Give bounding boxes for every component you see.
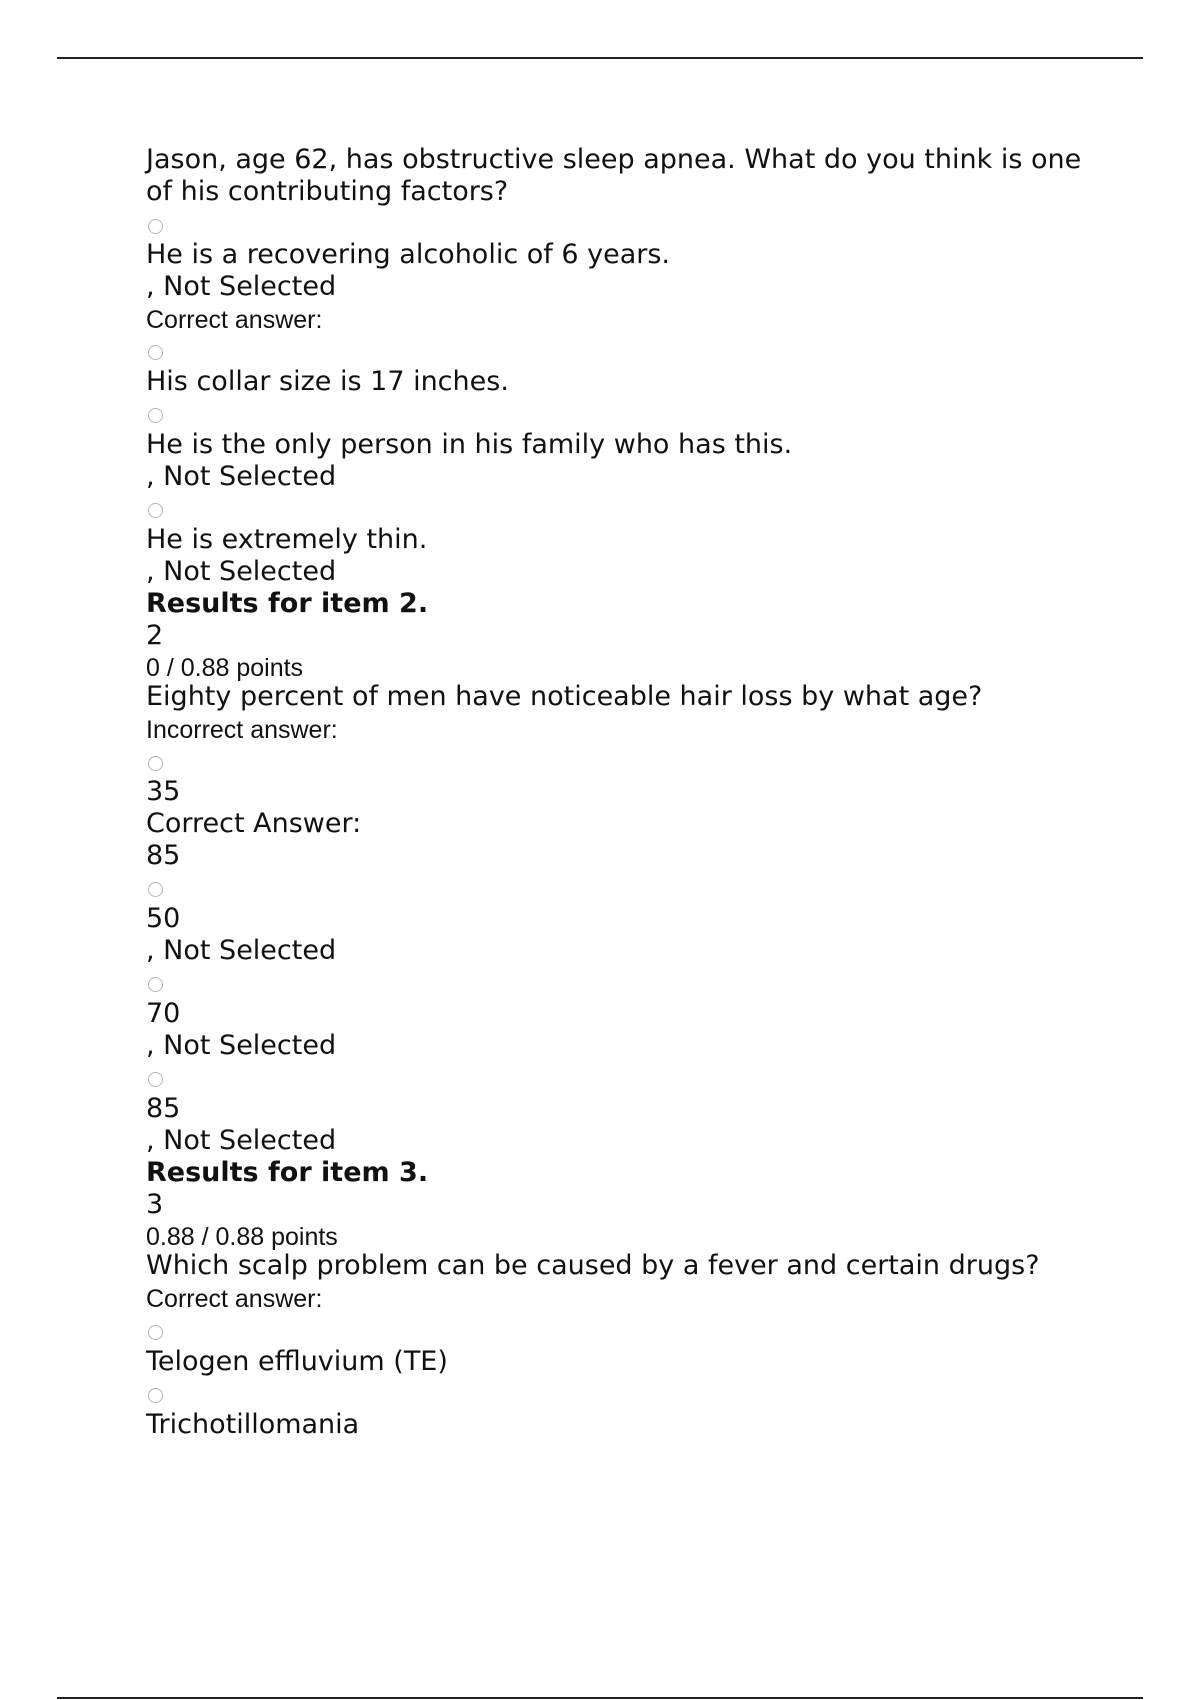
item1-option3-status: , Not Selected <box>146 461 337 492</box>
item1-option4-text: He is extremely thin. <box>146 524 428 555</box>
item2-heading: Results for item 2. <box>146 588 429 619</box>
item1-option4-status: , Not Selected <box>146 556 337 587</box>
header-rule <box>57 57 1143 59</box>
item2-points: 0 / 0.88 points <box>146 654 304 682</box>
item2-option2-radio[interactable] <box>148 977 163 992</box>
item3-correct-label: Correct answer: <box>146 1285 323 1313</box>
item2-correct-value: 85 <box>146 840 181 871</box>
item2-question: Eighty percent of men have noticeable hair loss by what age? <box>146 681 983 712</box>
item2-option3-status: , Not Selected <box>146 1125 337 1156</box>
item1-option1-status: , Not Selected <box>146 271 337 302</box>
footer-rule <box>57 1697 1143 1699</box>
item1-option3-text: He is the only person in his family who has this. <box>146 429 793 460</box>
item1-correct-label: Correct answer: <box>146 306 323 334</box>
item2-option2-status: , Not Selected <box>146 1030 337 1061</box>
item2-number: 2 <box>146 620 164 651</box>
item1-option3-radio[interactable] <box>148 408 163 423</box>
item3-number: 3 <box>146 1189 164 1220</box>
item2-selected-radio[interactable] <box>148 756 163 771</box>
item2-option1-status: , Not Selected <box>146 935 337 966</box>
item1-question: Jason, age 62, has obstructive sleep apnea. What do you think is one of his contributing factors? <box>146 144 1082 207</box>
item1-option2-radio[interactable] <box>148 345 163 360</box>
item2-option1-text: 50 <box>146 903 181 934</box>
item3-points: 0.88 / 0.88 points <box>146 1223 338 1251</box>
item3-question: Which scalp problem can be caused by a fever and certain drugs? <box>146 1250 1040 1281</box>
item3-option1-radio[interactable] <box>148 1325 163 1340</box>
item3-heading: Results for item 3. <box>146 1157 429 1188</box>
item1-option1-text: He is a recovering alcoholic of 6 years. <box>146 239 671 270</box>
item2-option3-radio[interactable] <box>148 1072 163 1087</box>
item3-option2-text: Trichotillomania <box>146 1409 360 1440</box>
item2-incorrect-label: Incorrect answer: <box>146 716 338 744</box>
item2-option3-text: 85 <box>146 1093 181 1124</box>
item2-correct-label: Correct Answer: <box>146 808 362 839</box>
item3-option2-radio[interactable] <box>148 1388 163 1403</box>
item2-option2-text: 70 <box>146 998 181 1029</box>
item1-option4-radio[interactable] <box>148 503 163 518</box>
item1-option2-text: His collar size is 17 inches. <box>146 366 509 397</box>
item3-option1-text: Telogen effluvium (TE) <box>146 1346 448 1377</box>
item1-option1-radio[interactable] <box>148 219 163 234</box>
item2-selected-text: 35 <box>146 776 181 807</box>
item2-option1-radio[interactable] <box>148 882 163 897</box>
